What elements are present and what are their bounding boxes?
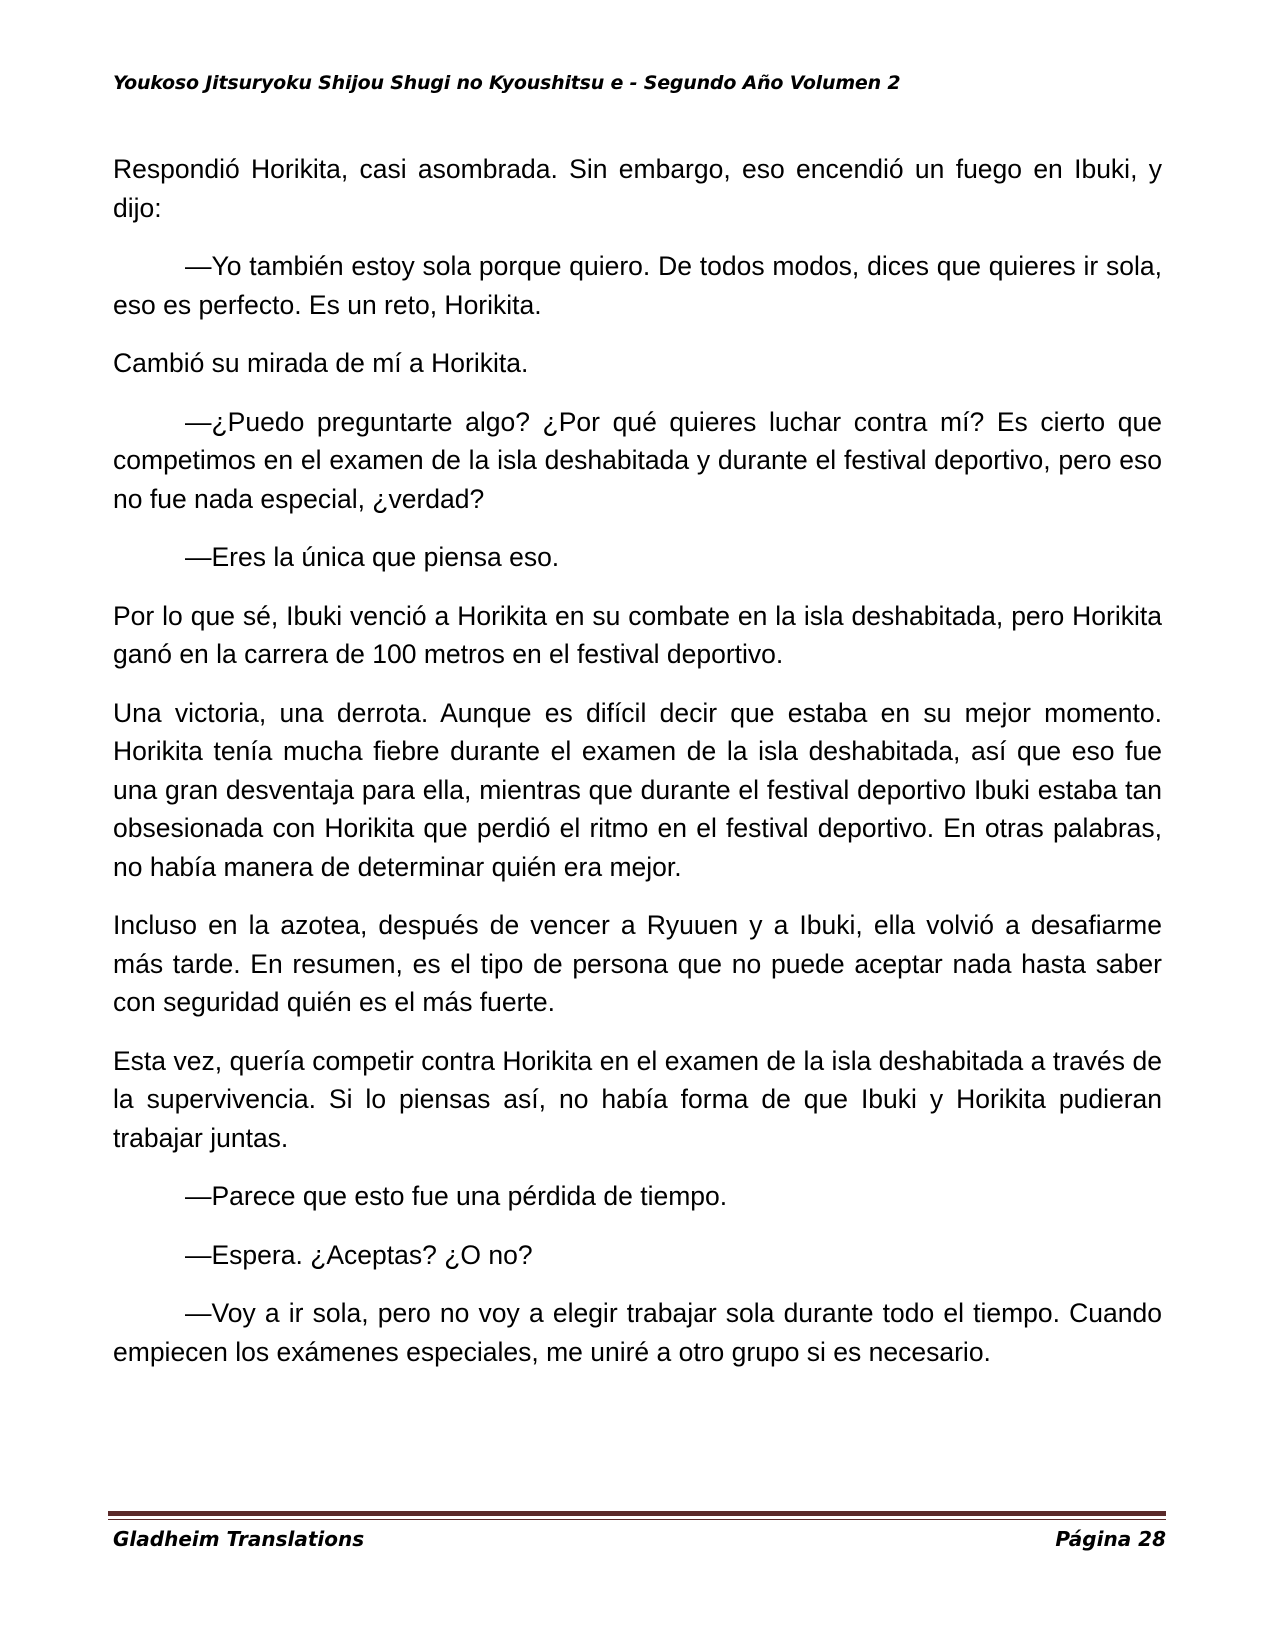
dialogue-paragraph: —Eres la única que piensa eso. [185,542,560,572]
footer-divider-thick [108,1511,1166,1516]
paragraph: Respondió Horikita, casi asombrada. Sin embargo, eso encendió un fuego en Ibuki, y dijo: [113,154,1162,223]
paragraph: Incluso en la azotea, después de vencer a Ryuuen y a Ibuki, ella volvió a desafiarme más tarde. En resumen, es el tipo de persona que no puede aceptar nada hasta saber con seguridad quién es el más fuerte. [113,910,1162,1017]
dialogue-paragraph: —Espera. ¿Aceptas? ¿O no? [185,1239,533,1270]
page-number: Página 28 [1055,1527,1166,1551]
dialogue-paragraph: —Parece que esto fue una pérdida de tiempo. [185,1181,728,1211]
body-text [113,150,1162,1391]
paragraph: Por lo que sé, Ibuki venció a Horikita en su combate en la isla deshabitada, pero Horikita ganó en la carrera de 100 metros en el festival deportivo. [113,600,1162,669]
paragraph: Esta vez, quería competir contra Horikita en el examen de la isla deshabitada a través de la supervivencia. Si lo piensas así, no había forma de que Ibuki y Horikita pudieran trabajar juntas. [113,1045,1162,1153]
running-header: Youkoso Jitsuryoku Shijou Shugi no Kyoushitsu e - Segundo Año Volumen 2 [113,72,901,94]
footer-credit: Gladheim Translations [113,1527,365,1551]
paragraph: Cambió su mirada de mí a Horikita. [113,348,529,378]
dialogue-paragraph: —Voy a ir sola, pero no voy a elegir trabajar sola durante todo el tiempo. Cuando empiecen los exámenes especiales, me uniré a otro grupo si es necesario. [113,1298,1162,1367]
paragraph: Una victoria, una derrota. Aunque es difícil decir que estaba en su mejor momento. Horikita tenía mucha fiebre durante el examen de la isla deshabitada, así que eso fue una gran desventaja para ella, mientras que durante el festival deportivo Ibuki estaba tan obsesionada con Horikita que perdió el ritmo en el festival deportivo. En otras palabras, no había manera de determinar quién era mejor. [113,697,1162,882]
footer-divider-thin [108,1519,1166,1520]
dialogue-paragraph: —Yo también estoy sola porque quiero. De todos modos, dices que quieres ir sola, eso es perfecto. Es un reto, Horikita. [113,251,1162,320]
dialogue-paragraph: —¿Puedo preguntarte algo? ¿Por qué quieres luchar contra mí? Es cierto que competimos en el examen de la isla deshabitada y durante el festival deportivo, pero eso no fue nada especial, ¿verdad? [113,406,1162,514]
